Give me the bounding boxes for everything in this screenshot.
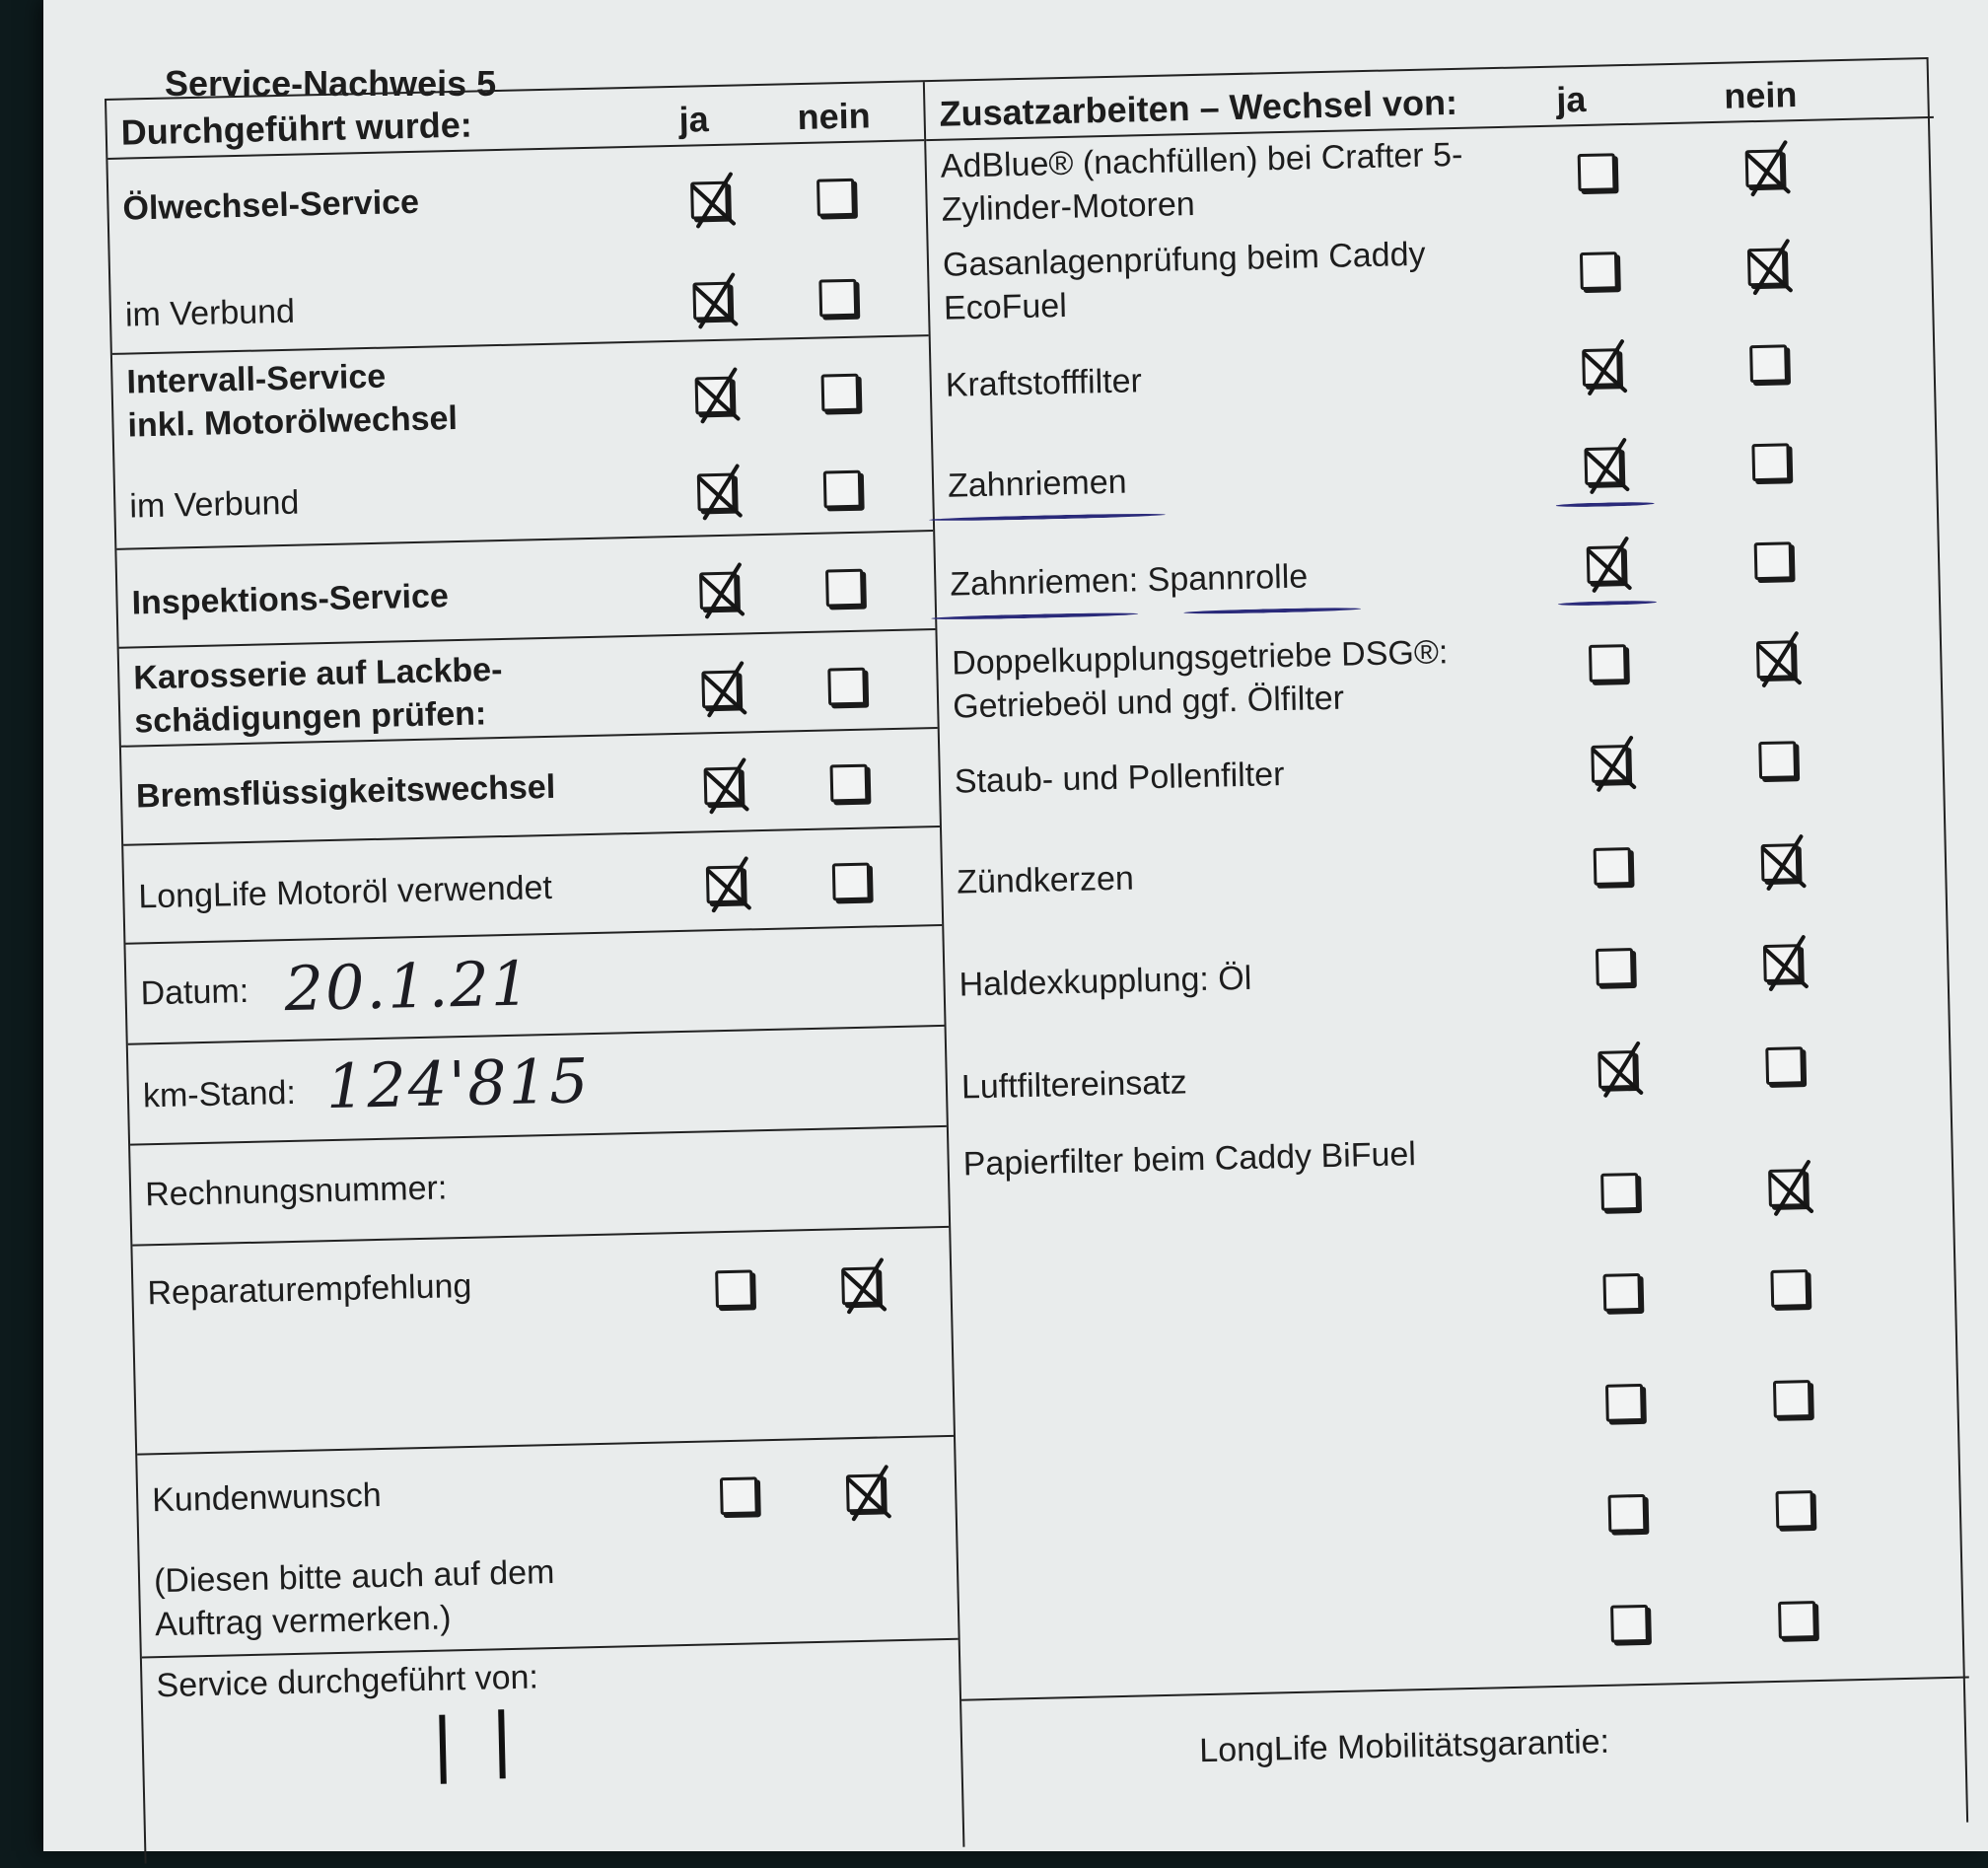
checkbox-nein[interactable] <box>1751 443 1790 481</box>
signature-stroke <box>498 1709 506 1778</box>
checkbox-nein[interactable] <box>1747 248 1786 286</box>
checkbox-ja[interactable] <box>1596 948 1634 986</box>
row-label: Haldexkupplung: Öl <box>958 959 1252 1004</box>
row-label: Papierfilter beim Caddy BiFuel <box>962 1135 1417 1184</box>
row-label: Doppelkupplungsgetriebe DSG®: Getriebeöl und ggf. Ölfilter <box>951 633 1449 726</box>
row-label: Kraftstofffilter <box>945 362 1143 404</box>
row-label: im Verbund <box>128 483 300 526</box>
checkbox-nein[interactable] <box>1756 640 1795 679</box>
checkbox-nein[interactable] <box>1763 944 1802 982</box>
checkbox-nein[interactable] <box>823 470 862 509</box>
checkbox-nein[interactable] <box>1765 1046 1804 1085</box>
pen-underline <box>931 611 1138 620</box>
checkbox-ja[interactable] <box>1580 251 1618 290</box>
check-cross-icon <box>685 170 742 230</box>
check-cross-icon <box>1758 933 1814 993</box>
left-header-label: Durchgeführt wurde: <box>120 104 473 153</box>
pen-underline <box>1183 607 1361 614</box>
checkbox-ja[interactable] <box>1582 348 1620 387</box>
right-header-nein: nein <box>1723 74 1798 116</box>
check-cross-icon <box>1755 832 1811 893</box>
checkbox-nein[interactable] <box>1758 741 1797 779</box>
checkbox-ja[interactable] <box>697 473 736 512</box>
checkbox-ja[interactable] <box>699 572 738 611</box>
checkbox-nein[interactable] <box>1778 1601 1816 1639</box>
row-label: Staub- und Pollenfilter <box>954 755 1285 801</box>
checkbox-nein[interactable] <box>818 279 857 318</box>
checkbox-ja[interactable] <box>704 767 743 806</box>
row-label: Bremsflüssigkeitswechsel <box>135 767 556 816</box>
checkbox-ja[interactable] <box>1610 1605 1649 1643</box>
checkbox-ja[interactable] <box>1589 644 1627 683</box>
check-cross-icon <box>698 755 754 816</box>
checkbox-nein[interactable] <box>827 668 866 706</box>
checkbox-ja[interactable] <box>715 1269 753 1308</box>
check-cross-icon <box>1586 734 1642 794</box>
row-label: Luftfiltereinsatz <box>960 1063 1188 1107</box>
datum-label: Datum: <box>140 971 249 1013</box>
row-label: Gasanlagenprüfung beim Caddy EcoFuel <box>942 235 1426 327</box>
checkbox-ja[interactable] <box>1600 1173 1639 1211</box>
check-cross-icon <box>692 462 748 522</box>
row-oelwechsel-verbund <box>110 238 929 353</box>
check-cross-icon <box>701 854 757 914</box>
row-label: Kundenwunsch <box>151 1476 383 1520</box>
signature-stroke <box>439 1715 447 1784</box>
checkbox-ja[interactable] <box>1605 1384 1644 1422</box>
service-von-label: Service durchgeführt von: <box>156 1658 539 1705</box>
pen-underline <box>1558 600 1657 606</box>
check-cross-icon <box>841 1463 897 1523</box>
km-handwritten: 124'815 <box>324 1044 592 1123</box>
checkbox-nein[interactable] <box>830 764 869 803</box>
checkbox-nein[interactable] <box>821 374 860 412</box>
row-label: Zahnriemen <box>947 463 1127 505</box>
row-reparaturempfehlung <box>132 1226 954 1456</box>
checkbox-nein[interactable] <box>1754 541 1793 580</box>
checkbox-ja[interactable] <box>1578 153 1616 191</box>
datum-handwritten: 20.1.21 <box>283 947 532 1026</box>
checkbox-nein[interactable] <box>832 863 871 901</box>
kundenwunsch-note: (Diesen bitte auch auf dem Auftrag vermerken.) <box>153 1553 555 1644</box>
row-oelwechsel <box>107 141 926 256</box>
checkbox-ja[interactable] <box>701 671 740 709</box>
left-header-ja: ja <box>678 99 710 140</box>
check-cross-icon <box>1742 237 1799 297</box>
check-cross-icon <box>696 659 752 719</box>
row-empty-4 <box>958 1558 1968 1691</box>
check-cross-icon <box>836 1256 892 1316</box>
row-label: Ölwechsel-Service <box>122 182 420 228</box>
left-header-nein: nein <box>797 95 872 138</box>
check-cross-icon <box>1751 629 1808 689</box>
check-cross-icon <box>687 270 744 330</box>
checkbox-nein[interactable] <box>1773 1380 1811 1418</box>
check-cross-icon <box>1581 535 1637 595</box>
row-label: AdBlue® (nachfüllen) bei Crafter 5- Zylinder-Motoren <box>940 135 1463 229</box>
row-intervall-verbund <box>114 431 933 548</box>
checkbox-nein[interactable] <box>816 179 855 217</box>
checkbox-ja[interactable] <box>1591 745 1629 783</box>
check-cross-icon <box>1740 138 1796 198</box>
check-cross-icon <box>694 560 750 620</box>
km-label: km-Stand: <box>142 1073 297 1115</box>
checkbox-ja[interactable] <box>692 282 731 321</box>
check-cross-icon <box>1593 1040 1649 1100</box>
checkbox-nein[interactable] <box>825 569 864 608</box>
checkbox-ja[interactable] <box>690 181 729 220</box>
checkbox-nein[interactable] <box>1745 149 1784 187</box>
check-cross-icon <box>1577 337 1633 397</box>
page-title: Service-Nachweis 5 <box>165 63 497 104</box>
checkbox-nein[interactable] <box>1770 1269 1809 1308</box>
rechnung-label: Rechnungsnummer: <box>144 1169 448 1214</box>
row-label: Zahnriemen: Spannrolle <box>949 557 1309 604</box>
check-cross-icon <box>1579 436 1635 496</box>
row-label: Intervall-Service inkl. Motorölwechsel <box>126 357 459 445</box>
service-form <box>105 57 1968 1864</box>
checkbox-ja[interactable] <box>720 1476 758 1515</box>
row-label: Karosserie auf Lackbe- schädigungen prüfen: <box>132 651 503 741</box>
row-label: Reparaturempfehlung <box>147 1266 472 1313</box>
right-column <box>923 59 1972 1847</box>
mobility-label: LongLife Mobilitätsgarantie: <box>1198 1722 1610 1770</box>
check-cross-icon <box>1763 1158 1819 1218</box>
pen-underline <box>1556 501 1655 507</box>
checkbox-nein[interactable] <box>1775 1490 1813 1529</box>
checkbox-nein[interactable] <box>1768 1169 1807 1207</box>
checkbox-nein[interactable] <box>1761 843 1800 882</box>
row-label: LongLife Motoröl verwendet <box>137 868 553 916</box>
checkbox-ja[interactable] <box>1587 545 1625 584</box>
checkbox-ja[interactable] <box>1602 1273 1641 1312</box>
row-mobilitaetsgarantie <box>961 1677 1972 1849</box>
row-kundenwunsch <box>137 1435 958 1659</box>
service-record-page <box>43 0 1988 1851</box>
row-label: im Verbund <box>124 292 296 334</box>
row-label: Inspektions-Service <box>131 577 450 622</box>
right-header-label: Zusatzarbeiten – Wechsel von: <box>939 81 1458 134</box>
checkbox-ja[interactable] <box>695 377 734 415</box>
right-header-ja: ja <box>1555 78 1587 120</box>
checkbox-nein[interactable] <box>841 1266 880 1305</box>
row-label: Zündkerzen <box>956 859 1135 901</box>
checkbox-nein[interactable] <box>846 1473 885 1512</box>
checkbox-ja[interactable] <box>1608 1494 1647 1533</box>
checkbox-ja[interactable] <box>1584 447 1622 485</box>
check-cross-icon <box>689 365 746 425</box>
checkbox-ja[interactable] <box>1594 847 1632 886</box>
pen-underline <box>929 513 1166 522</box>
checkbox-ja[interactable] <box>706 866 745 904</box>
row-service-von <box>142 1638 963 1868</box>
checkbox-ja[interactable] <box>1598 1050 1636 1089</box>
checkbox-nein[interactable] <box>1749 344 1788 383</box>
